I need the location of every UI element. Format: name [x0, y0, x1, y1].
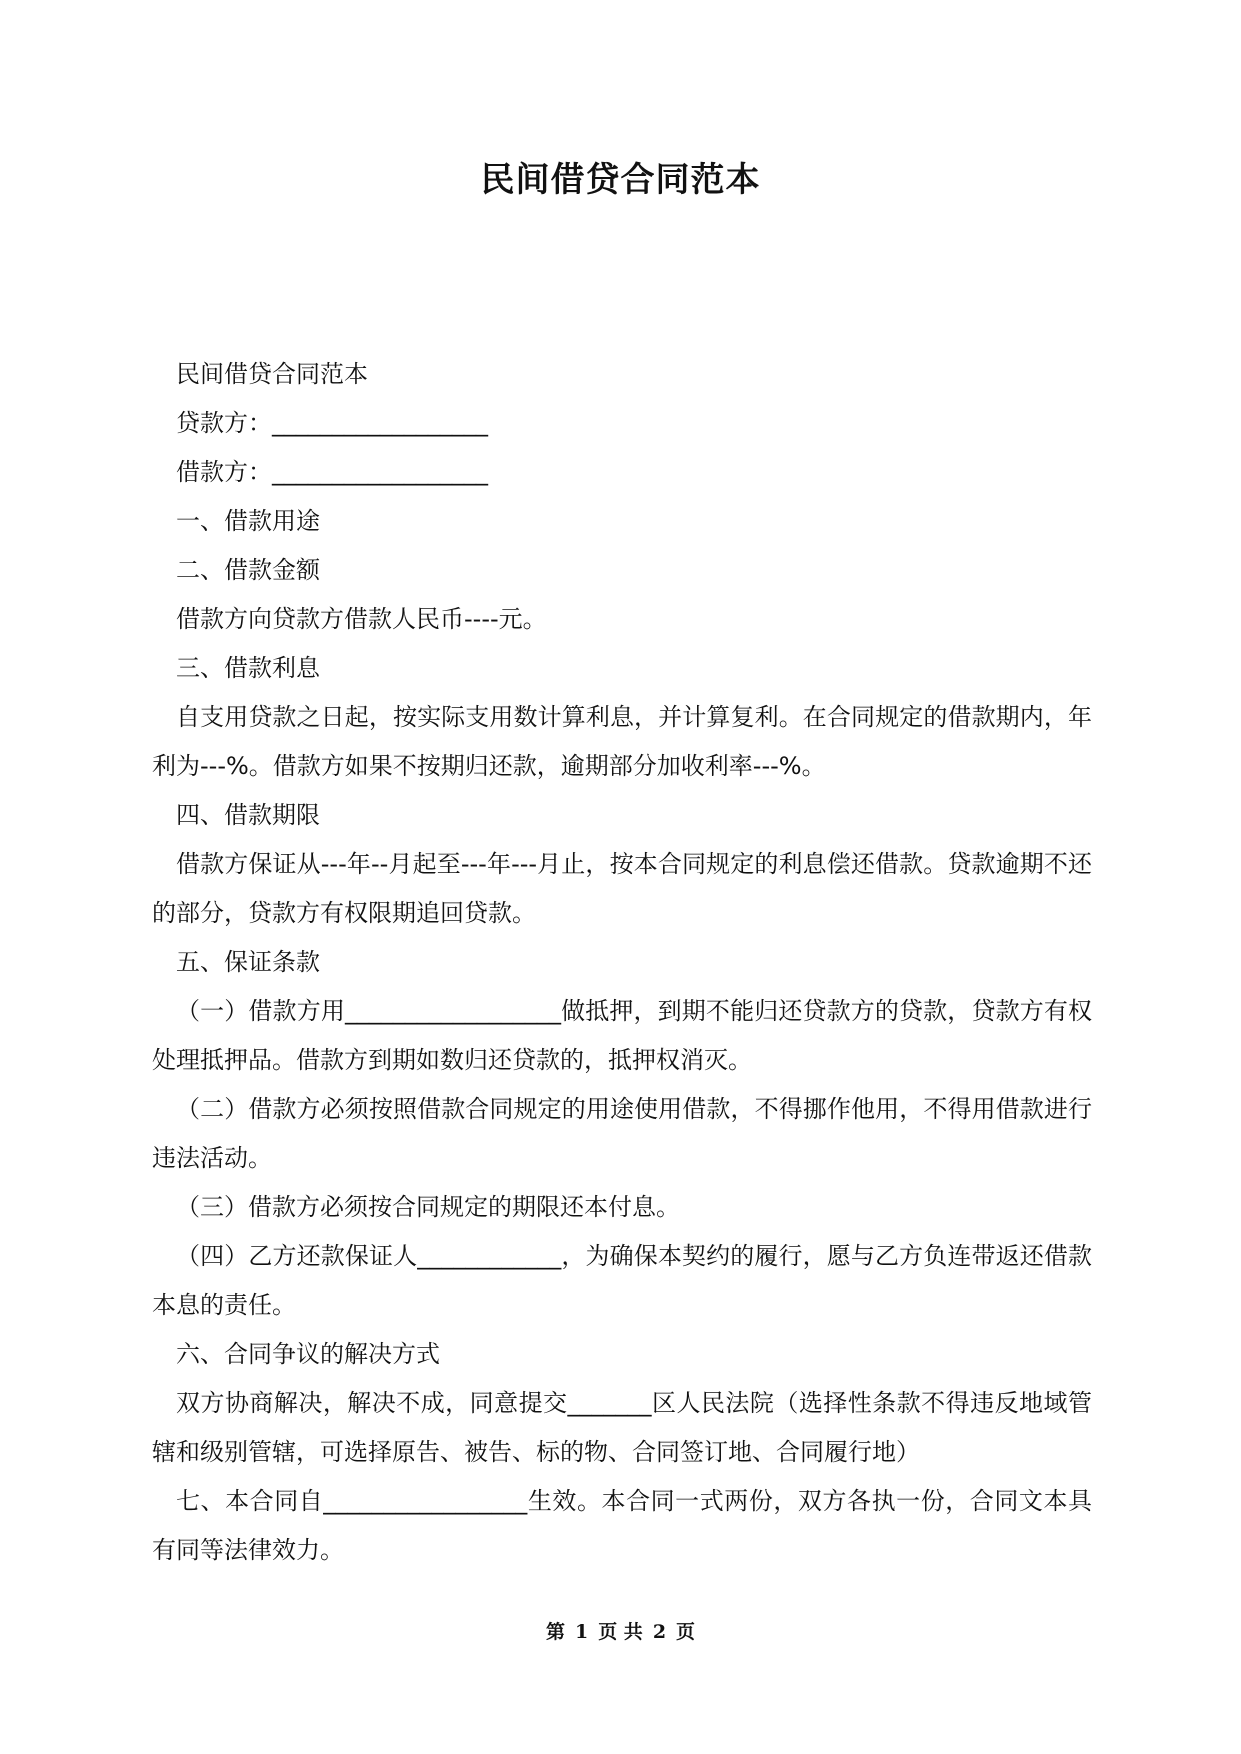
footer-suffix: 页: [676, 1621, 696, 1643]
interest-text: 自支用贷款之日起，按实际支用数计算利息，并计算复利。在合同规定的借款期内，年利为---%。借款方如果不按期归还款，逾期部分加收利率---%。: [152, 703, 1092, 780]
guarantee-clause-2: （二）借款方必须按照借款合同规定的用途使用借款，不得挪作他用，不得用借款进行违法活动。: [152, 1095, 1092, 1172]
lender-line: 贷款方：__________________: [176, 409, 488, 437]
footer-total-pages: 2: [652, 1621, 667, 1643]
footer-current-page: 1: [574, 1621, 589, 1643]
section-interest: 三、借款利息: [176, 654, 320, 682]
section-dispute: 六、合同争议的解决方式: [176, 1340, 440, 1368]
footer-mid: 页 共: [598, 1621, 643, 1643]
effective-clause: 七、本合同自_________________生效。本合同一式两份，双方各执一份，合同文本具有同等法律效力。: [152, 1487, 1092, 1564]
paragraph-heading: 民间借贷合同范本: [176, 360, 368, 388]
document-body: [152, 350, 1092, 1575]
dispute-text: 双方协商解决，解决不成，同意提交_______区人民法院（选择性条款不得违反地域管辖和级别管辖，可选择原告、被告、标的物、合同签订地、合同履行地）: [152, 1389, 1092, 1466]
section-loan-purpose: 一、借款用途: [176, 507, 320, 535]
guarantee-clause-3: （三）借款方必须按合同规定的期限还本付息。: [176, 1193, 680, 1221]
guarantee-clause-1: （一）借款方用__________________做抵押，到期不能归还贷款方的贷款，贷款方有权处理抵押品。借款方到期如数归还贷款的，抵押权消灭。: [152, 997, 1092, 1074]
term-text: 借款方保证从---年--月起至---年---月止，按本合同规定的利息偿还借款。贷款逾期不还的部分，贷款方有权限期追回贷款。: [152, 850, 1092, 927]
borrower-line: 借款方：__________________: [176, 458, 488, 486]
page-footer: [0, 1618, 1241, 1646]
section-term: 四、借款期限: [176, 801, 320, 829]
guarantee-clause-4: （四）乙方还款保证人____________，为确保本契约的履行，愿与乙方负连带返还借款本息的责任。: [152, 1242, 1092, 1319]
footer-prefix: 第: [545, 1621, 565, 1643]
loan-amount-text: 借款方向贷款方借款人民币----元。: [176, 605, 547, 633]
section-guarantee: 五、保证条款: [176, 948, 320, 976]
section-loan-amount: 二、借款金额: [176, 556, 320, 584]
document-title: 民间借贷合同范本: [480, 160, 761, 200]
